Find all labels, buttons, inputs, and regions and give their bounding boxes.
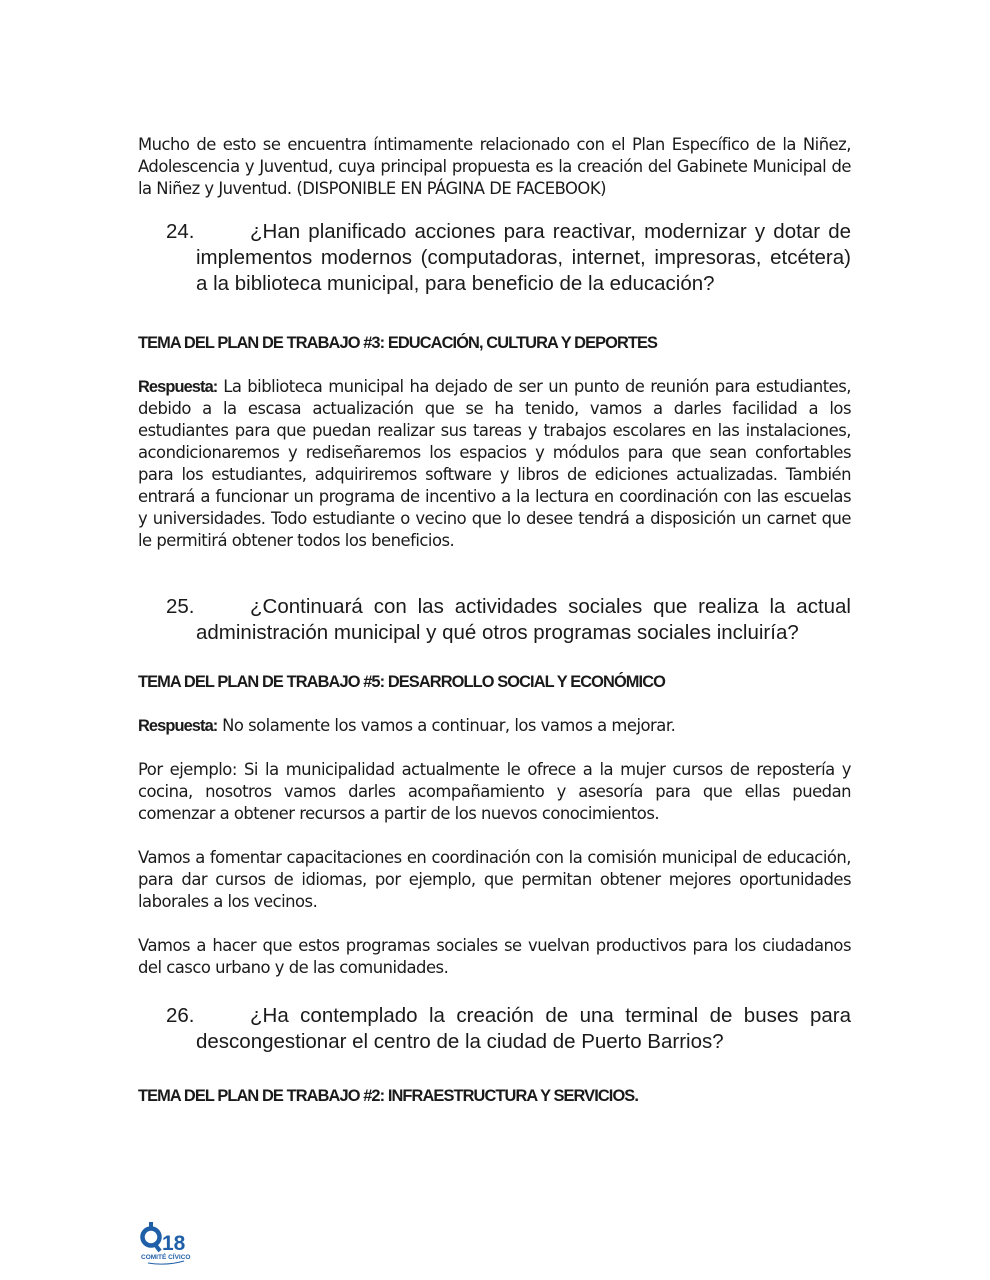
answer-25-text: No solamente los vamos a continuar, los vamos a mejorar. bbox=[217, 716, 676, 735]
comite-civico-logo bbox=[138, 1218, 194, 1268]
paragraph-productive: Vamos a hacer que estos programas sociales se vuelvan productivos para los ciudadanos del casco urbano y de las comunidades. bbox=[138, 936, 851, 977]
answer-24 bbox=[138, 376, 851, 552]
question-26-number: 26. bbox=[166, 1004, 195, 1027]
answer-24-text: La biblioteca municipal ha dejado de ser un punto de reunión para estudiantes, debido a la escasa actualización que se ha tenido, vamos a darles facilidad a los estudiantes para que puedan realizar sus tareas y trabajos escolares en las instalaciones, acondicionaremos y rediseñaremos los espacios y módulos para que sean confortables para los estudiantes, adquiriremos software y libros de ediciones actualizadas. También entrará a funcionar un programa de incentivo a la lectura en coordinación con las escuelas y universidades. Todo estudiante o vecino que lo desee tendrá a disposición un carnet que le permitirá obtener todos los beneficios. bbox=[138, 377, 851, 550]
question-25-number: 25. bbox=[166, 595, 195, 618]
answer-25 bbox=[138, 715, 851, 737]
heading-education: TEMA DEL PLAN DE TRABAJO #3: EDUCACIÓN, CULTURA Y DEPORTES bbox=[138, 334, 658, 352]
question-25 bbox=[138, 594, 851, 646]
paragraph-example: Por ejemplo: Si la municipalidad actualmente le ofrece a la mujer cursos de repostería y cocina, nosotros vamos darles acompañamiento y asesoría para que ellas puedan comenzar a obtener recursos a partir de los nuevos conocimientos. bbox=[138, 760, 851, 823]
heading-infrastructure: TEMA DEL PLAN DE TRABAJO #2: INFRAESTRUCTURA Y SERVICIOS. bbox=[138, 1087, 638, 1105]
heading-social: TEMA DEL PLAN DE TRABAJO #5: DESARROLLO SOCIAL Y ECONÓMICO bbox=[138, 673, 665, 691]
paragraph-training: Vamos a fomentar capacitaciones en coordinación con la comisión municipal de educación, para dar cursos de idiomas, por ejemplo, que permitan obtener mejores oportunidades laborales a los vecinos. bbox=[138, 848, 851, 911]
question-24-number: 24. bbox=[166, 220, 195, 243]
document-page bbox=[138, 134, 851, 1107]
question-24 bbox=[138, 219, 851, 297]
question-25-text: ¿Continuará con las actividades sociales que realiza la actual administración municipal y qué otros programas sociales incluiría? bbox=[196, 595, 851, 644]
logo-text: COMITÉ CÍVICO bbox=[141, 1254, 191, 1261]
intro-paragraph: Mucho de esto se encuentra íntimamente relacionado con el Plan Específico de la Niñez, Adolescencia y Juventud, cuya principal propuesta es la creación del Gabinete Municipal de la Niñez y Juventud. (DISPONIBLE EN PÁGINA DE FACEBOOK) bbox=[138, 135, 851, 198]
question-26 bbox=[138, 1003, 851, 1055]
logo-number: 18 bbox=[162, 1232, 186, 1255]
answer-24-label: Respuesta: bbox=[138, 378, 218, 396]
question-24-text: ¿Han planificado acciones para reactivar, modernizar y dotar de implementos modernos (computadoras, internet, impresoras, etcétera) a la biblioteca municipal, para beneficio de la educación? bbox=[196, 220, 851, 295]
question-26-text: ¿Ha contemplado la creación de una terminal de buses para descongestionar el centro de la ciudad de Puerto Barrios? bbox=[196, 1004, 851, 1053]
answer-25-label: Respuesta: bbox=[138, 717, 218, 735]
